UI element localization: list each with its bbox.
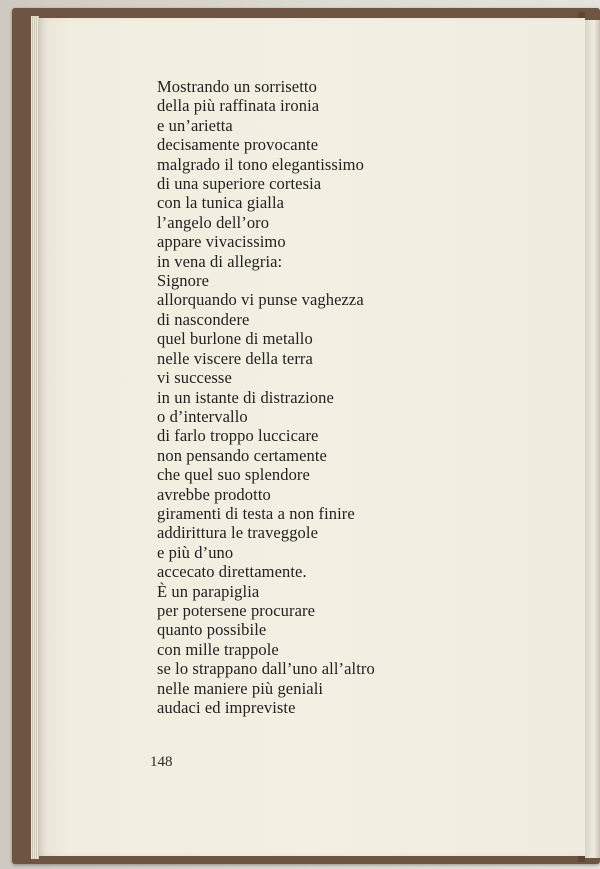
poem-line: nelle maniere più geniali <box>157 678 324 698</box>
poem-line: e un’arietta <box>157 115 233 135</box>
poem-line: con mille trappole <box>157 639 279 659</box>
book-page <box>38 18 585 856</box>
poem-line: È un parapiglia <box>157 581 260 601</box>
poem-text <box>157 77 375 717</box>
poem-line: Mostrando un sorrisetto <box>157 77 317 96</box>
poem-line: di nascondere <box>157 309 250 329</box>
poem-line: giramenti di testa a non finire <box>157 503 355 523</box>
poem-line: quel burlone di metallo <box>157 329 313 349</box>
poem-line: di una superiore cortesia <box>157 174 322 194</box>
poem-line: della più raffinata ironia <box>157 96 320 116</box>
poem-line: quanto possibile <box>157 620 267 640</box>
poem-line: che quel suo splendore <box>157 465 310 485</box>
poem-line: accecato direttamente. <box>157 562 307 582</box>
poem-line: l’angelo dell’oro <box>157 212 270 232</box>
poem-line: malgrado il tono elegantissimo <box>157 154 364 174</box>
poem-line: non pensando certamente <box>157 445 327 465</box>
page-stack-right <box>585 20 600 858</box>
poem-line: addirittura le traveggole <box>157 523 319 543</box>
poem-line: per potersene procurare <box>157 600 316 620</box>
poem-line: se lo strappano dall’uno all’altro <box>157 659 375 679</box>
poem-line: avrebbe prodotto <box>157 484 271 504</box>
poem-line: nelle viscere della terra <box>157 348 313 368</box>
poem-line: con la tunica gialla <box>157 193 285 213</box>
poem-line: decisamente provocante <box>157 135 319 155</box>
poem-line: in un istante di distrazione <box>157 387 334 407</box>
poem-line: allorquando vi punse vaghezza <box>157 290 364 310</box>
poem-line: Signore <box>157 271 210 291</box>
poem-line: o d’intervallo <box>157 406 248 426</box>
poem-line: e più d’uno <box>157 542 234 562</box>
poem-line: in vena di allegria: <box>157 251 283 271</box>
poem-line: appare vivacissimo <box>157 232 286 252</box>
poem-line: audaci ed impreviste <box>157 698 296 717</box>
poem-line: di farlo troppo luccicare <box>157 426 319 446</box>
page-number: 148 <box>150 754 173 770</box>
poem-line: vi successe <box>157 368 232 388</box>
